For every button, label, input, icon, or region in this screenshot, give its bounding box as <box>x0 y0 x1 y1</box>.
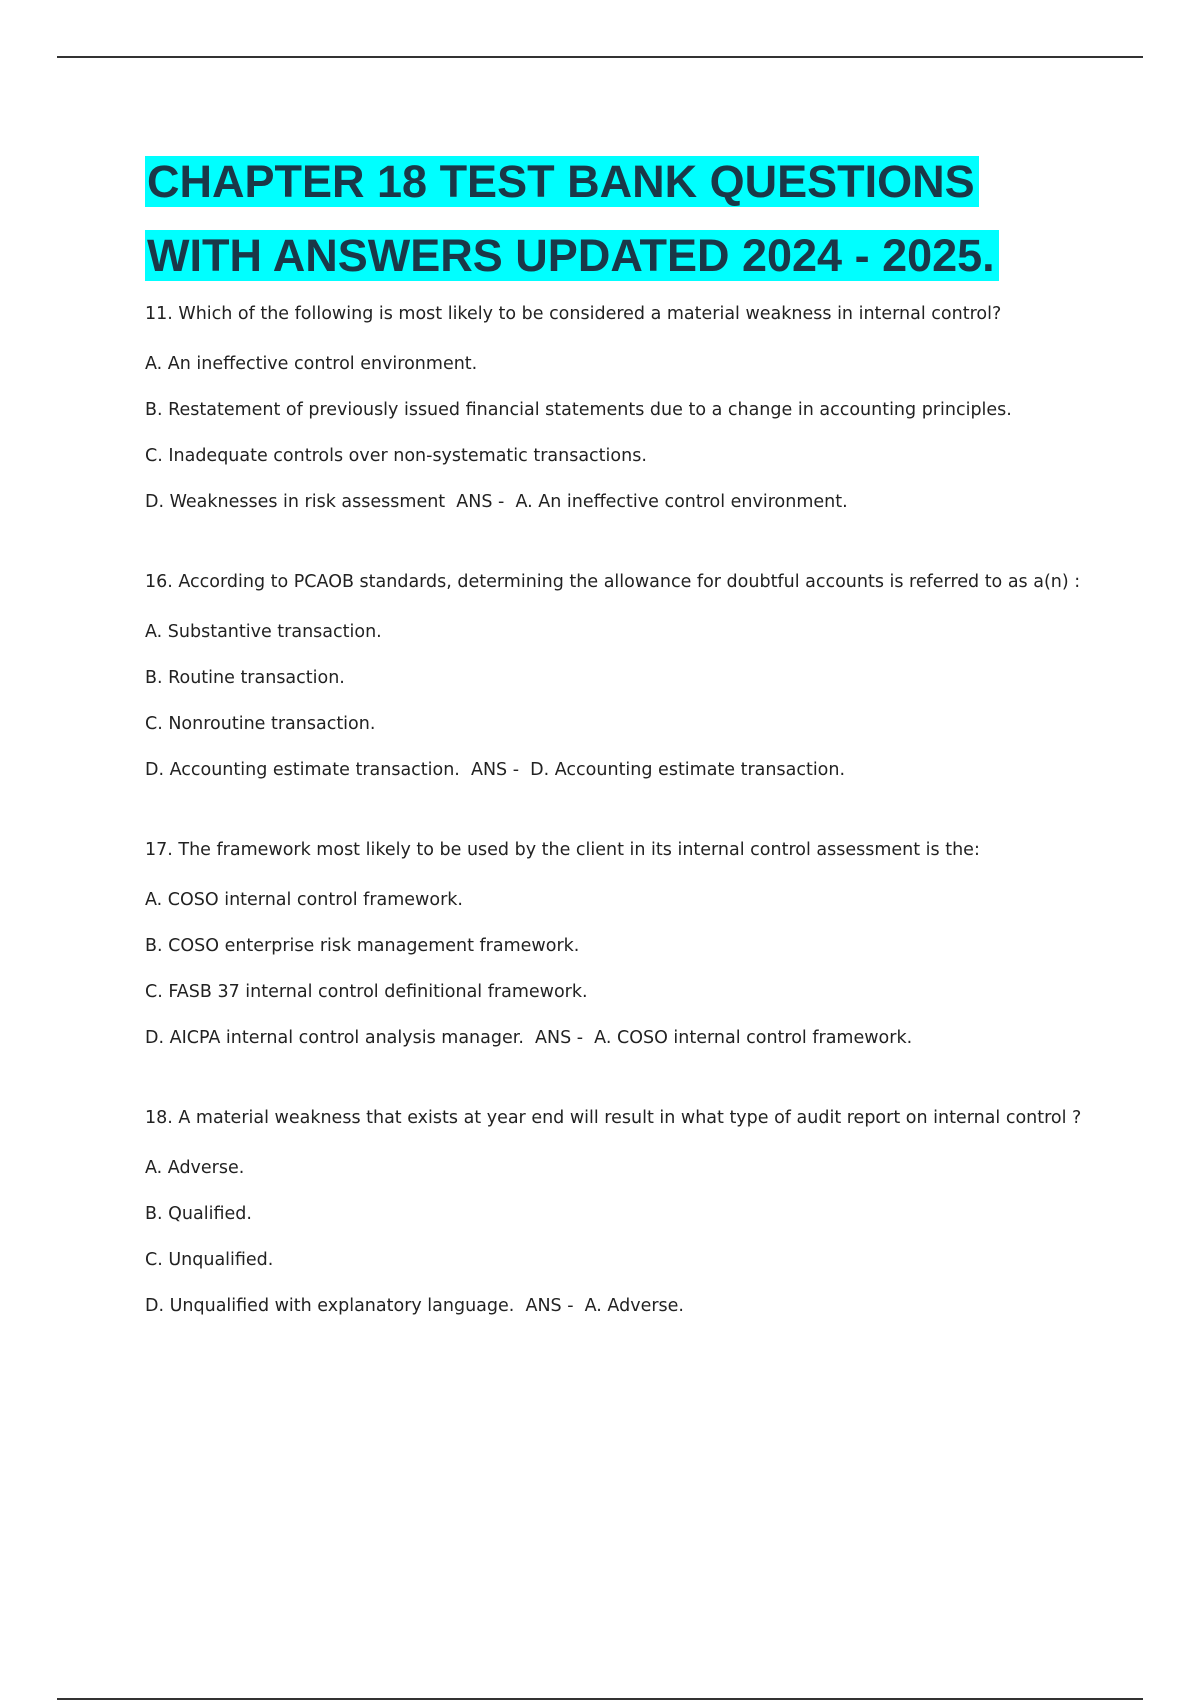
option-b: B. COSO enterprise risk management framework. <box>145 936 580 956</box>
option-a: A. Substantive transaction. <box>145 622 382 642</box>
option-c: C. Nonroutine transaction. <box>145 714 376 734</box>
option-c: C. Unqualified. <box>145 1250 274 1270</box>
option-b: B. Restatement of previously issued financial statements due to a change in accounting principles. <box>145 400 1012 420</box>
questions-list <box>145 300 1095 1372</box>
question-text: 17. The framework most likely to be used by the client in its internal control assessment is the: <box>145 840 980 860</box>
option-d-with-answer: D. AICPA internal control analysis manager. ANS - A. COSO internal control framework. <box>145 1028 913 1048</box>
question-16 <box>145 568 1095 784</box>
option-a: A. COSO internal control framework. <box>145 890 463 910</box>
option-c: C. FASB 37 internal control definitional framework. <box>145 982 588 1002</box>
question-text: 16. According to PCAOB standards, determining the allowance for doubtful accounts is referred to as a(n) : <box>145 572 1081 592</box>
question-text: 18. A material weakness that exists at year end will result in what type of audit report on internal control ? <box>145 1108 1082 1128</box>
option-d-with-answer: D. Accounting estimate transaction. ANS - D. Accounting estimate transaction. <box>145 760 846 780</box>
document-title <box>145 145 1065 293</box>
option-d-with-answer: D. Weaknesses in risk assessment ANS - A. An ineffective control environment. <box>145 492 848 512</box>
option-b: B. Qualified. <box>145 1204 252 1224</box>
option-a: A. An ineffective control environment. <box>145 354 478 374</box>
option-c: C. Inadequate controls over non-systematic transactions. <box>145 446 647 466</box>
option-d-with-answer: D. Unqualified with explanatory language. ANS - A. Adverse. <box>145 1296 684 1316</box>
title-line-2: WITH ANSWERS UPDATED 2024 - 2025. <box>145 230 999 281</box>
option-a: A. Adverse. <box>145 1158 245 1178</box>
question-11 <box>145 300 1095 516</box>
question-18 <box>145 1104 1095 1320</box>
title-line-1: CHAPTER 18 TEST BANK QUESTIONS <box>145 156 979 207</box>
header-rule <box>57 56 1143 58</box>
question-text: 11. Which of the following is most likely to be considered a material weakness in internal control? <box>145 304 1002 324</box>
question-17 <box>145 836 1095 1052</box>
option-b: B. Routine transaction. <box>145 668 345 688</box>
